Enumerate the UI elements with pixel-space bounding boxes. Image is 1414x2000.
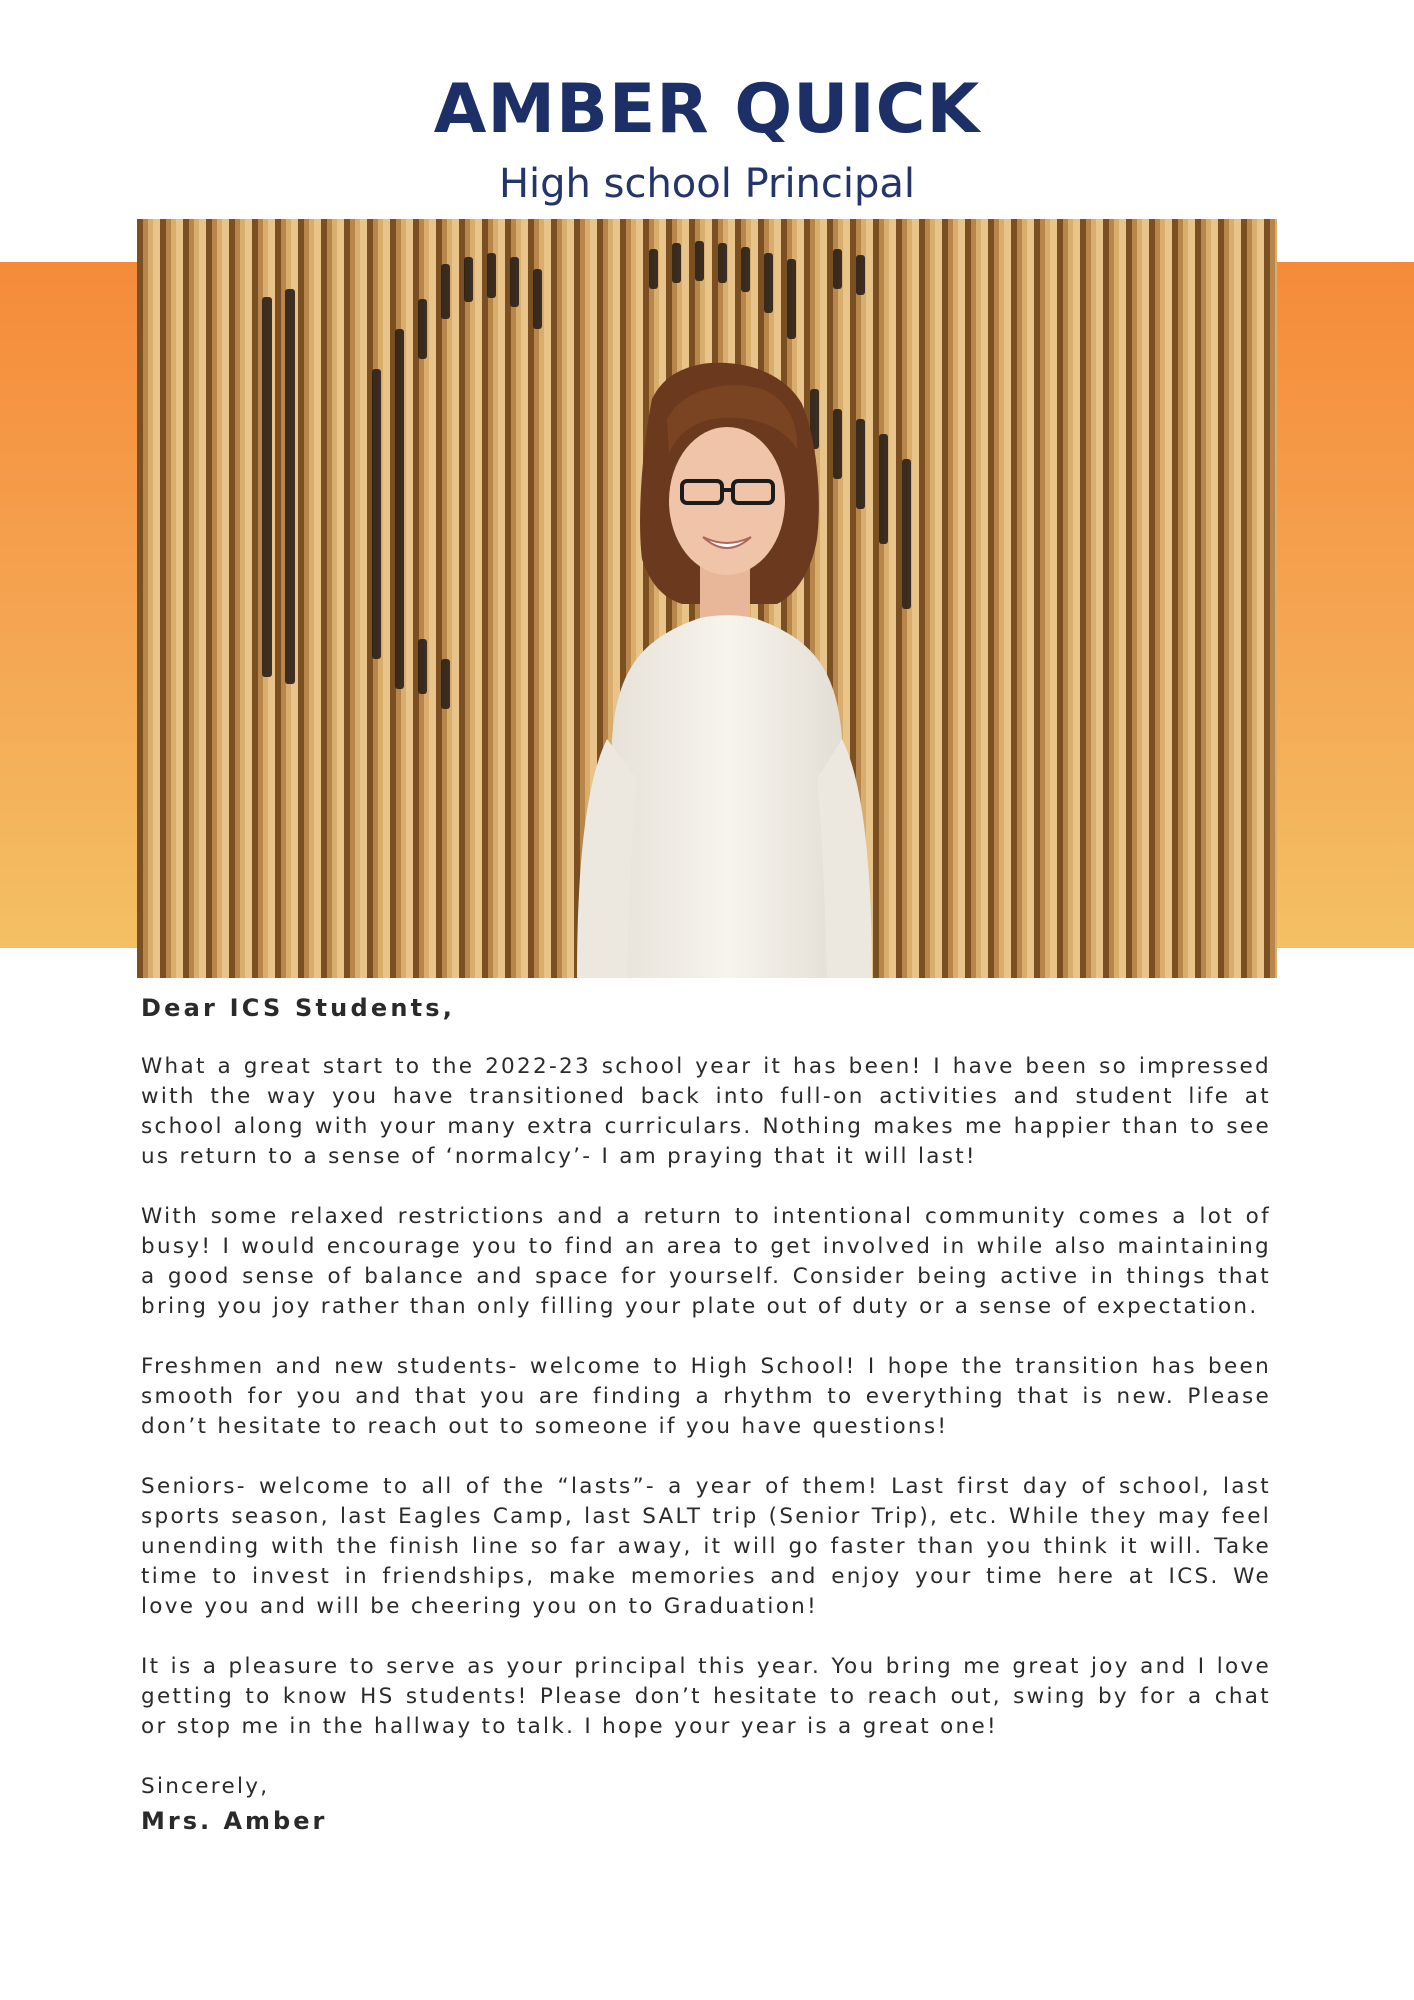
principal-photo	[137, 219, 1277, 978]
header	[0, 70, 1414, 210]
letter-paragraph: Seniors- welcome to all of the “lasts”- a year of them! Last first day of school, last sports season, last Eagles Camp, last SALT trip (Senior Trip), etc. While they may feel unending with the finish line so far away, it will go faster than you think it will. Take time to invest in friendships, make memories and enjoy your time here at ICS. We love you and will be cheering you on to Graduation!	[141, 1474, 1271, 1619]
letter-closing: Sincerely,	[141, 1774, 270, 1799]
letter-body	[141, 992, 1271, 1838]
letter-paragraph: What a great start to the 2022-23 school year it has been! I have been so impressed with the way you have transitioned back into full-on activities and student life at school along with your many extra curriculars. Nothing makes me happier than to see us return to a sense of ‘normalcy’- I am praying that it will last!	[141, 1054, 1271, 1169]
principal-role: High school Principal	[498, 161, 916, 207]
letter-greeting: Dear ICS Students,	[141, 994, 456, 1022]
letter-paragraph: Freshmen and new students- welcome to High School! I hope the transition has been smooth for you and that you are finding a rhythm to everything that is new. Please don’t hesitate to reach out to someone if you have questions!	[141, 1354, 1271, 1439]
letter-signature: Mrs. Amber	[141, 1807, 328, 1835]
letter-paragraph: It is a pleasure to serve as your principal this year. You bring me great joy and I love getting to know HS students! Please don’t hesitate to reach out, swing by for a chat or stop me in the hallway to talk. I hope your year is a great one!	[141, 1654, 1271, 1739]
principal-name: AMBER QUICK	[433, 70, 981, 149]
letter-paragraph: With some relaxed restrictions and a return to intentional community comes a lot of busy! I would encourage you to find an area to get involved in while also maintaining a good sense of balance and space for yourself. Consider being active in things that bring you joy rather than only filling your plate out of duty or a sense of expectation.	[141, 1204, 1271, 1319]
